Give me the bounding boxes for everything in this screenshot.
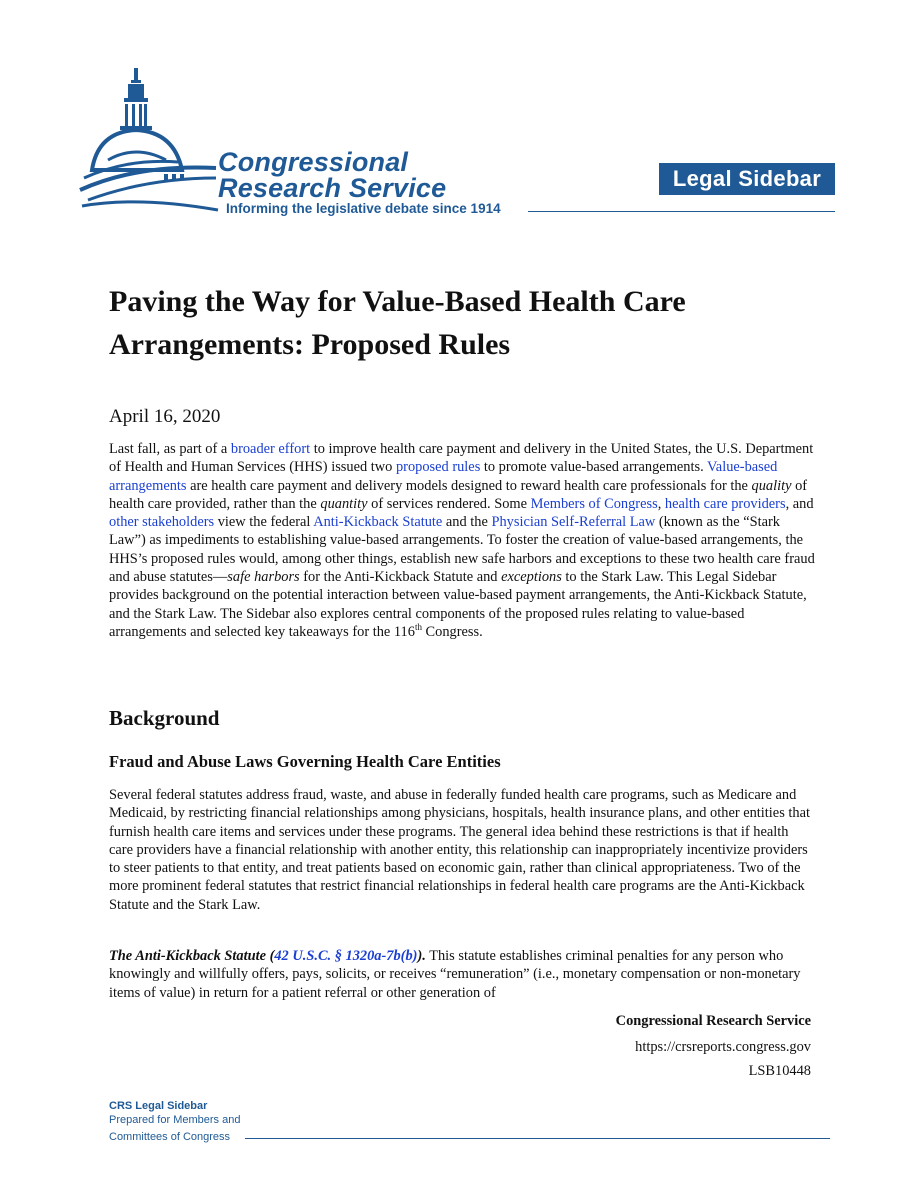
subsection-heading: Fraud and Abuse Laws Governing Health Care Entities [109,752,501,771]
fraud-abuse-paragraph: Several federal statutes address fraud, waste, and abuse in federally funded health care programs, such as Medicare and Medicaid, by restricting financial relationships among physicians, hospitals, health insurance plans, and other entities that furnish health care items and services under these programs. The general idea behind these restrictions is that if health care providers have a financial relationship with another entity, this relationship can inappropriately incentivize providers to steer patients to that entity, and treat patients based on economic gain, rather than clinical appropriateness. Two of the more prominent federal statutes that restrict financial relationships in federal health care programs are the Anti-Kickback Statute and the Stark Law. [109,787,810,913]
header-divider [528,211,835,212]
org-name-line1: Congressional [218,147,409,177]
link-other-stakeholders[interactable]: other stakeholders [109,514,215,531]
link-proposed-rules[interactable]: proposed rules [395,459,481,476]
org-name-line2: Research Service [218,173,447,203]
legal-sidebar-badge: Legal Sidebar [659,163,835,195]
footer-report-code: LSB10448 [748,1063,811,1079]
footer-series-label: CRS Legal Sidebar [109,1100,208,1112]
footer-prepared-line2: Committees of Congress [109,1131,231,1143]
intro-paragraph: Last fall, as part of a broader effort to improve health care payment and delivery in the United States, the U.S. Department of Health and Human Services (HHS) issued two proposed rules to promote value-based arrangements. Value-based arrangements are health care payment and delivery models designed to reward health care professionals for the quality of health care provided, rather than the quantity of services rendered. Some Members of Congress, health care providers, and other stakeholders view the federal Anti-Kickback Statute and the Physician Self-Referral Law (known as the “Stark Law”) as impediments to establishing value-based arrangements. To foster the creation of value-based arrangements, the HHS’s proposed rules would, among other things, establish new safe harbors and exceptions to these two health care fraud and abuse statutes—safe harbors for the Anti-Kickback Statute and exceptions to the Stark Law. This Legal Sidebar provides background on the potential interaction between value-based payment arrangements, the Anti-Kickback Statute, and the Stark Law. The Sidebar also explores central components of the proposed rules relating to value-based arrangements and selected key takeaways for the 116th Congress. [109,441,815,640]
link-anti-kickback-statute[interactable]: Anti-Kickback Statute [313,514,443,531]
org-tagline: Informing the legislative debate since 1914 [226,201,501,216]
footer-org-name: Congressional Research Service [615,1013,811,1029]
footer-divider [245,1138,830,1139]
anti-kickback-paragraph: The Anti-Kickback Statute (42 U.S.C. § 1320a-7b(b)). This statute establishes criminal penalties for any person who knowingly and willfully offers, pays, solicits, or receives “remuneration” (i.e., monetary compensation or non-monetary items of value) in return for a patient referral or other generation of [109,948,801,1001]
footer-prepared-line1: Prepared for Members and [109,1114,241,1126]
footer-url[interactable]: https://crsreports.congress.gov [635,1039,811,1055]
link-health-care-providers[interactable]: health care providers [664,495,786,512]
publication-date: April 16, 2020 [109,406,221,427]
link-members-of-congress[interactable]: Members of Congress [530,495,658,512]
link-statute-citation[interactable]: 42 U.S.C. § 1320a-7b(b) [274,948,418,964]
link-value-based-arrangements[interactable]: Value-based arrangements [109,459,778,494]
page-title: Paving the Way for Value-Based Health Care Arrangements: Proposed Rules [109,285,686,361]
link-broader-effort[interactable]: broader effort [230,441,311,457]
section-heading-background: Background [109,706,220,730]
link-physician-self-referral-law[interactable]: Physician Self-Referral Law [491,514,656,531]
